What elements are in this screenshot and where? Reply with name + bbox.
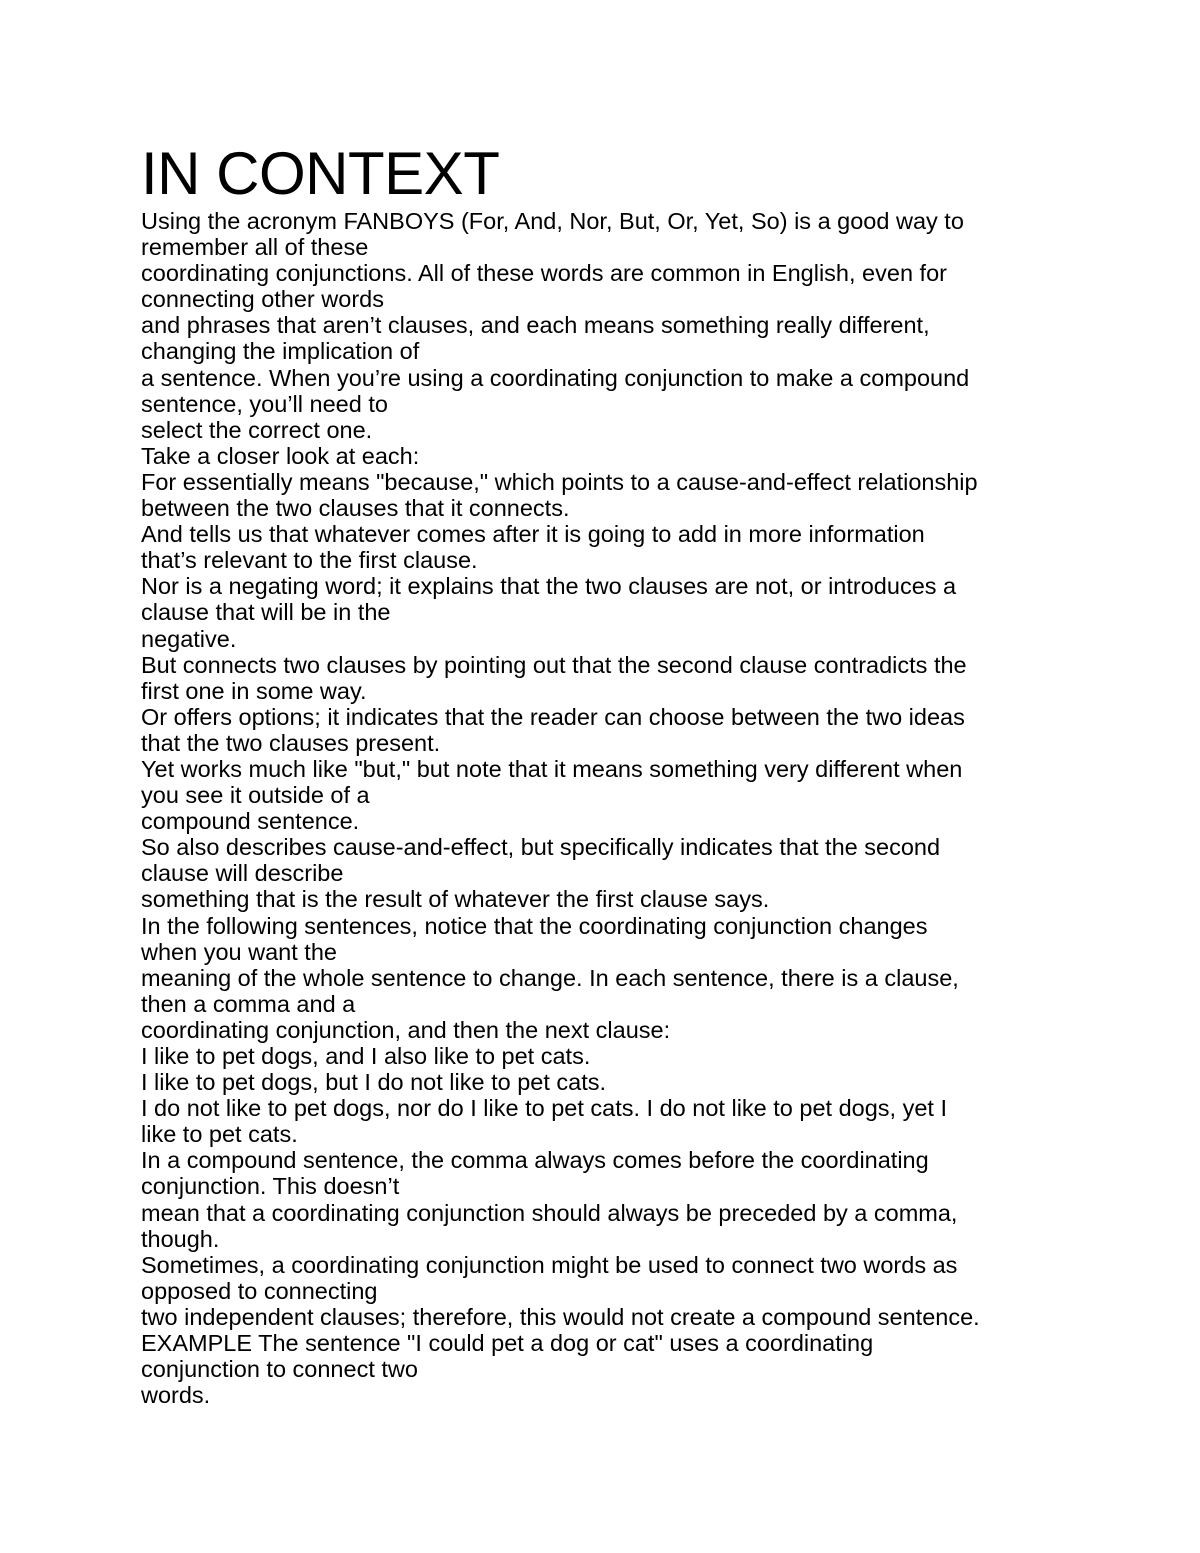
text-line: For essentially means "because," which points to a cause-and-effect relationship [141,468,978,495]
text-line: words. [141,1382,211,1409]
text-line: But connects two clauses by pointing out that the second clause contradicts the [141,651,967,678]
text-line: when you want the [141,938,337,965]
text-line: clause that will be in the [141,599,391,626]
text-line: changing the implication of [141,338,420,365]
text-line: I like to pet dogs, and I also like to pet cats. [141,1043,591,1069]
text-line: So also describes cause-and-effect, but specifically indicates that the second [141,834,941,861]
text-line: In the following sentences, notice that the coordinating conjunction changes [141,912,928,939]
text-line: Or offers options; it indicates that the reader can choose between the two ideas [141,703,965,730]
text-line: you see it outside of a [141,782,370,809]
text-line: sentence, you’ll need to [141,390,388,417]
text-line: that’s relevant to the first clause. [141,547,478,574]
text-line: compound sentence. [141,808,360,835]
text-line: that the two clauses present. [141,729,441,756]
text-line: Nor is a negating word; it explains that the two clauses are not, or introduces a [141,573,957,600]
text-line: connecting other words [141,286,384,313]
text-line: first one in some way. [141,677,367,704]
text-line: something that is the result of whatever the first clause says. [141,886,770,913]
text-line: then a comma and a [141,990,356,1017]
text-line: And tells us that whatever comes after it is going to add in more information [141,521,925,548]
text-line: Sometimes, a coordinating conjunction might be used to connect two words as [141,1251,958,1278]
text-line: though. [141,1225,220,1252]
text-lines [141,208,1141,1408]
text-line: In a compound sentence, the comma always comes before the coordinating [141,1147,929,1174]
text-line: I do not like to pet dogs, nor do I like to pet cats. I do not like to pet dogs, yet I [141,1095,948,1122]
text-line: select the correct one. [141,416,373,443]
text-line: coordinating conjunctions. All of these words are common in English, even for [141,260,947,287]
page-title: IN CONTEXT [141,140,500,207]
text-line: a sentence. When you’re using a coordinating conjunction to make a compound [141,364,970,391]
text-line: negative. [141,625,237,652]
text-line: conjunction. This doesn’t [141,1173,400,1200]
text-line: remember all of these [141,234,369,261]
text-line: Take a closer look at each: [141,442,420,469]
text-line: between the two clauses that it connects. [141,495,570,522]
document-body [141,140,1141,1408]
text-line: opposed to connecting [141,1277,378,1304]
text-line: like to pet cats. [141,1121,298,1148]
text-line: two independent clauses; therefore, this would not create a compound sentence. [141,1303,980,1330]
text-line: conjunction to connect two [141,1356,418,1383]
text-line: meaning of the whole sentence to change. In each sentence, there is a clause, [141,964,959,991]
text-line: mean that a coordinating conjunction should always be preceded by a comma, [141,1199,958,1226]
text-line: Using the acronym FANBOYS (For, And, Nor, But, Or, Yet, So) is a good way to [141,208,964,234]
text-line: EXAMPLE The sentence "I could pet a dog or cat" uses a coordinating [141,1330,874,1357]
text-line: coordinating conjunction, and then the next clause: [141,1016,671,1043]
text-line: Yet works much like "but," but note that it means something very different when [141,755,963,782]
text-line: clause will describe [141,860,344,887]
text-line: and phrases that aren’t clauses, and each means something really different, [141,312,930,339]
text-line: I like to pet dogs, but I do not like to pet cats. [141,1069,607,1096]
